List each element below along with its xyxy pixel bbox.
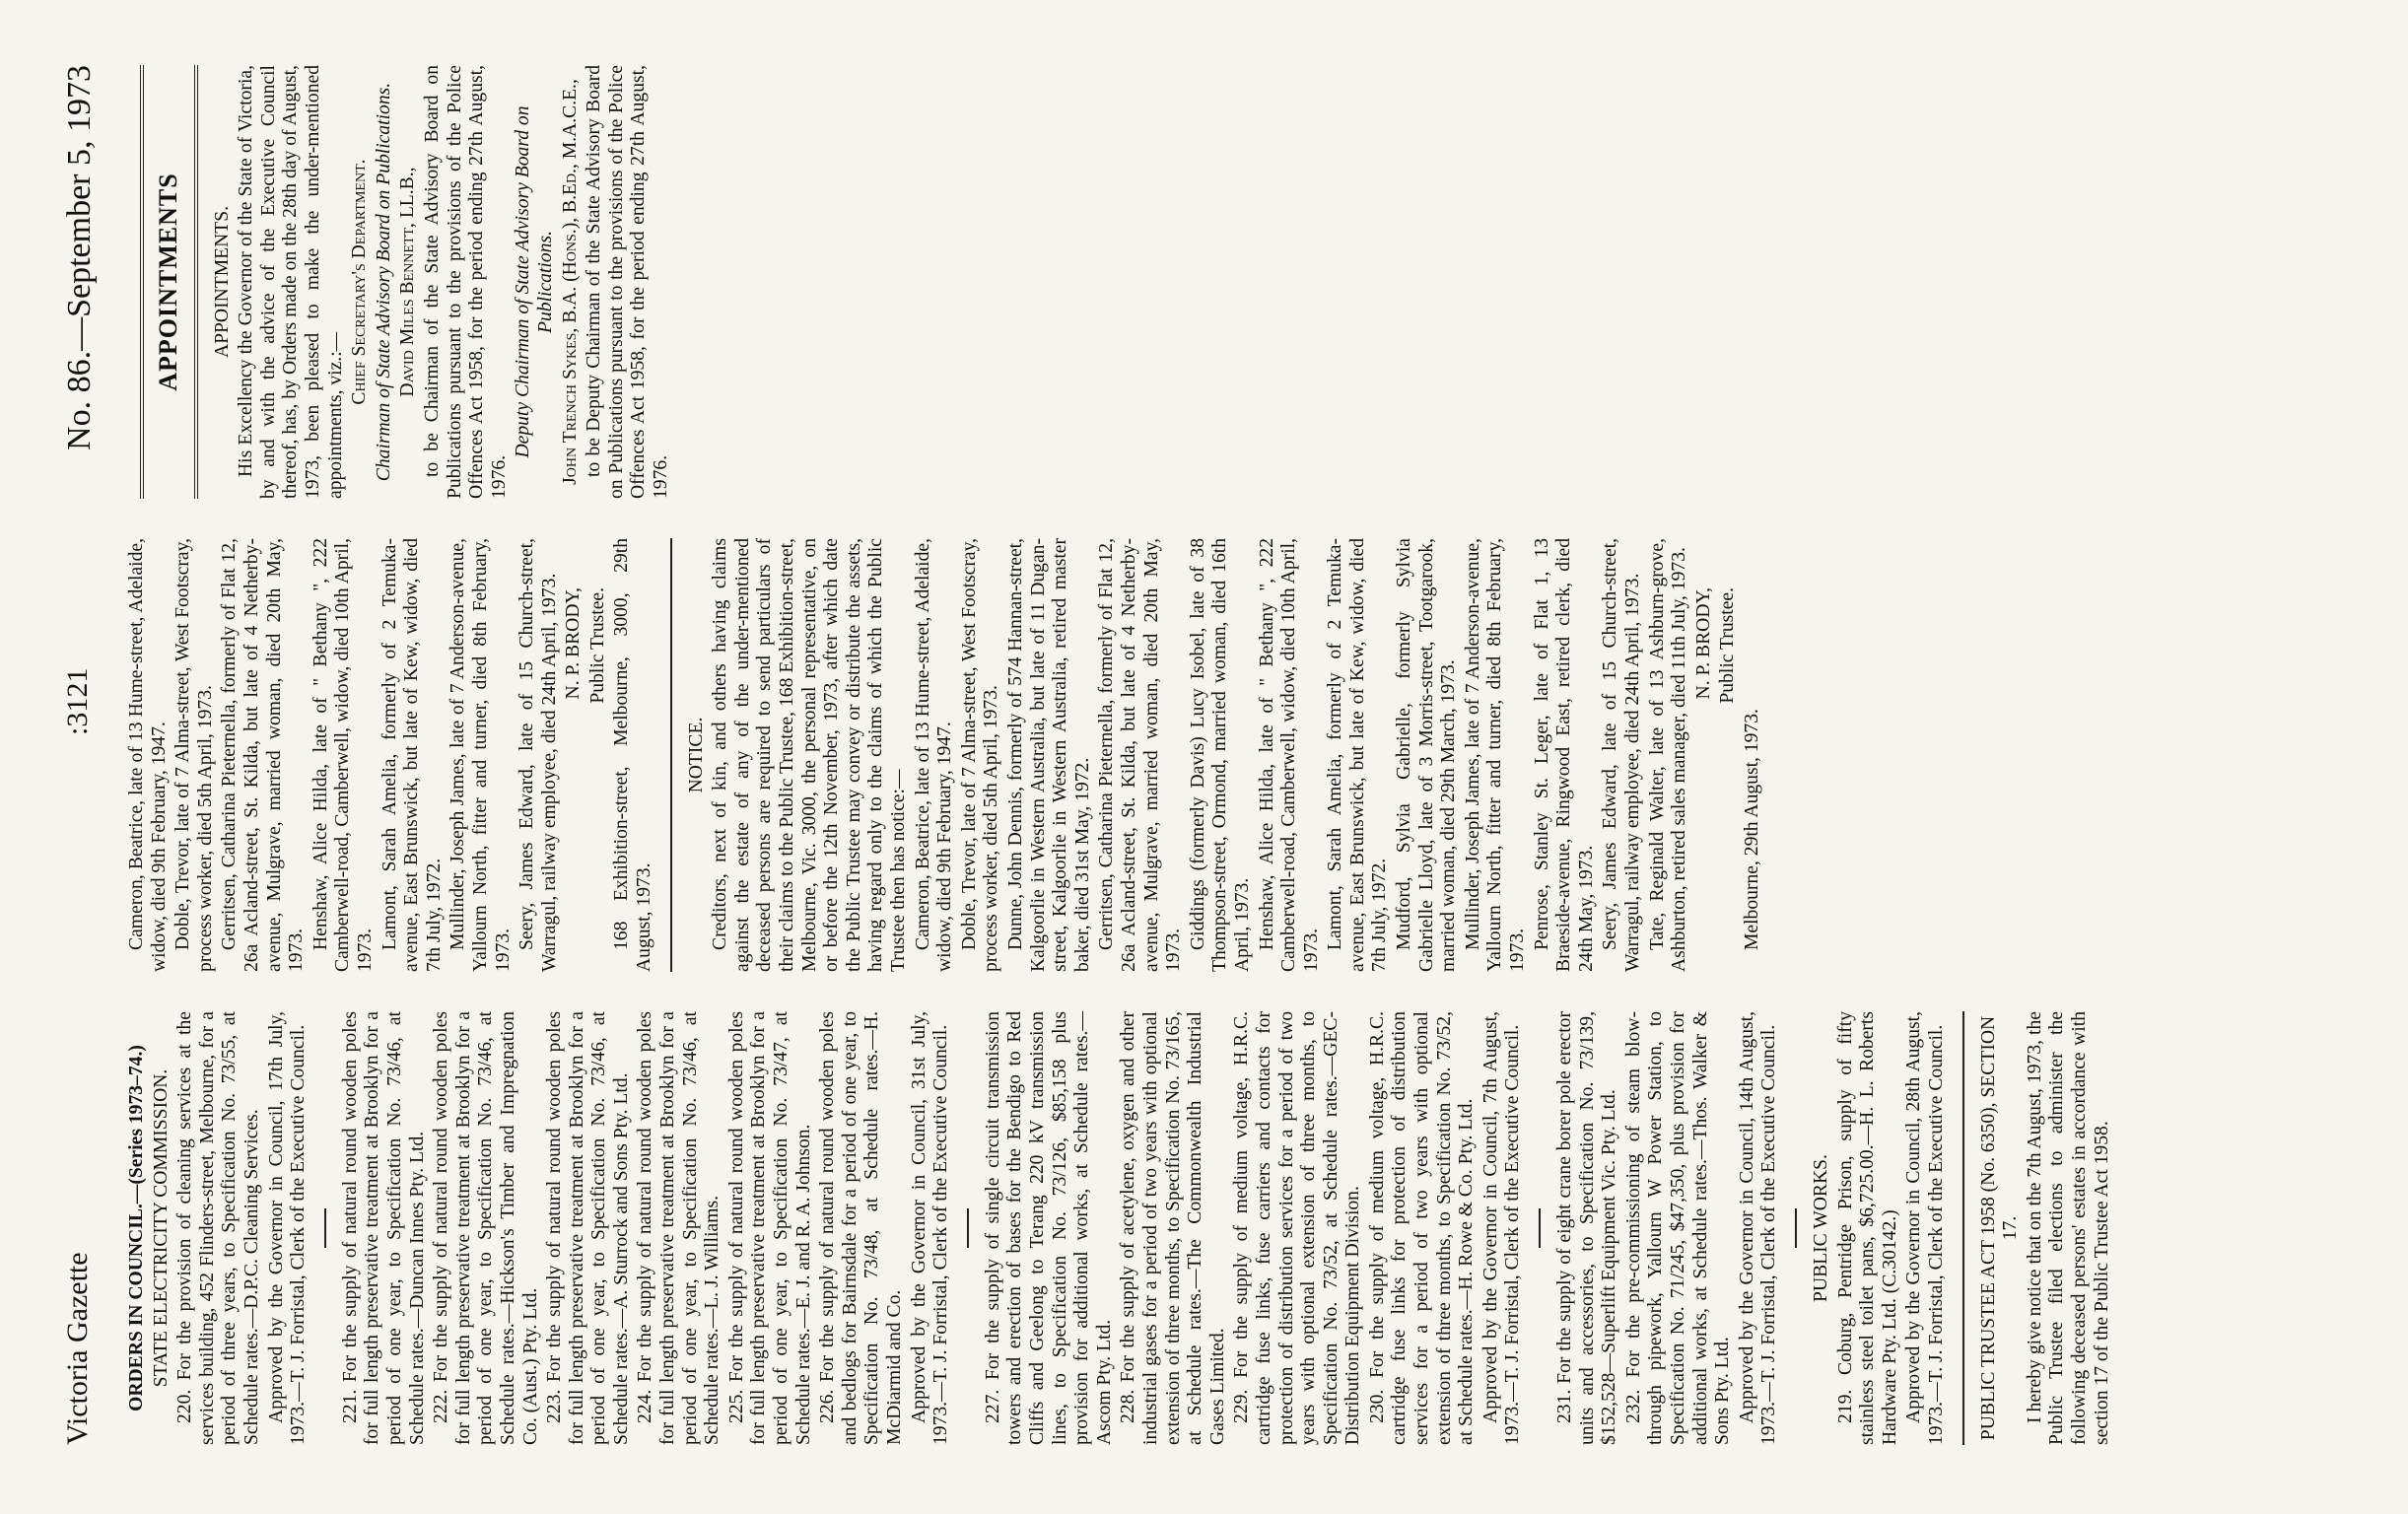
public-trustee-text: I hereby give notice that on the 7th August, 1973, the Public Trustee filed elections to administer the following deceased persons' estates in accordance with section 17 of the Public Trustee Act 1958.	[2024, 1011, 2112, 1445]
page-header	[61, 65, 101, 1445]
order-221: 221. For the supply of natural round wooden poles for full length preservative treatment at Brooklyn for a period of one year, to Specification No. 73/46, at Schedule rates.—Duncan Innes Pty. Ltd.	[339, 1011, 428, 1445]
divider	[670, 538, 672, 972]
section-rule	[194, 65, 198, 499]
estate-entry: Cameron, Beatrice, late of 13 Hume-street, Adelaide, widow, died 9th February, 1947.	[126, 538, 170, 972]
notice-entry: Mudford, Sylvia Gabrielle, formerly Sylvia Gabrielle Lloyd, late of 3 Morris-street, Tootgarook, married woman, died 29th March, 1973.	[1394, 538, 1460, 972]
public-works-heading: PUBLIC WORKS.	[1810, 1154, 1831, 1302]
order-219: 219. Coburg, Pentridge Prison, supply of fifty stainless steel toilet pans, $6,725.00.—H. L. Roberts Hardware Pty. Ltd. (C.30142.)	[1834, 1011, 1900, 1445]
notice-entry: Tate, Reginald Walter, late of 13 Ashburn-grove, Ashburton, retired sales manager, died 11th July, 1973.	[1646, 538, 1690, 972]
notice-entry: Seery, James Edward, late of 15 Church-street, Warragul, railway employee, died 24th April, 1973.	[1600, 538, 1643, 972]
appointment-text: to be Deputy Chairman of the State Advisory Board on Publications pursuant to the provisions of the Police Offences Act 1958, for the period ending 27th August, 1976.	[584, 65, 671, 499]
order-225: 225. For the supply of natural round wooden poles for full length preservative treatment at Brooklyn for a period of one year, to Specification No. 73/47, at Schedule rates.—E. J. and R. A. Johnson.	[725, 1011, 814, 1445]
appointments-heading: APPOINTMENTS.	[211, 205, 233, 359]
notice-entry: Henshaw, Alice Hilda, late of " Bethany ", 222 Camberwell-road, Camberwell, widow, died 10th April, 1973.	[1256, 538, 1322, 972]
orders-heading: ORDERS IN COUNCIL.—(Series 1973–74.)	[126, 1045, 147, 1411]
order-222: 222. For the supply of natural round wooden poles for full length preservative treatment at Brooklyn for a period of one year, to Specification No. 73/46, at Schedule rates.—Hickson's Timber and Impregnation Co. (Aust.) Pty. Ltd.	[431, 1011, 541, 1445]
notice-text: Creditors, next of kin, and others having claims against the estate of any of the under-mentioned deceased persons are required to send particulars of their claims to the Public Trustee, 168 Exhibition-street, Melbourne, Vic. 3000, the personal representative, on or before the 12th November, 1973, after which date the Public Trustee may convey or distribute the assets, having regard only to the claims of which the Public Trustee then has notice:—	[710, 538, 909, 972]
estate-entry: Doble, Trevor, late of 7 Alma-street, West Footscray, process worker, died 5th April, 1973.	[172, 538, 216, 972]
trustee-address: 168 Exhibition-street, Melbourne, 3000, 29th August, 1973.	[611, 538, 655, 972]
signature-name: N. P. BRODY,	[563, 587, 585, 700]
signature-title: Public Trustee.	[1717, 587, 1739, 704]
approval-2: Approved by the Governor in Council, 31st July, 1973.—T. J. Forristal, Clerk of the Executive Council.	[908, 1011, 952, 1445]
estate-entry: Seery, James Edward, late of 15 Church-street, Warragul, railway employee, died 24th April, 1973.	[516, 538, 560, 972]
order-229: 229. For the supply of medium voltage, H.R.C. cartridge fuse links, fuse carriers and contacts for protection of distribution services for a period of two years with optional extension of three months, to Specification No. 73/52, at Schedule rates.—GEC-Distribution Equipment Division.	[1231, 1011, 1364, 1445]
order-220: 220. For the provision of cleaning services at the services building, 452 Flinders-street, Melbourne, for a period of three years, to Specification No. 73/55, at Schedule rates.—D.P.C. Cleaning Services.	[174, 1011, 262, 1445]
appointee-name: John Trench Sykes, B.A. (Hons.), B.Ed., M.A.C.E.,	[559, 79, 581, 485]
notice-entry: Dunne, John Dennis, formerly of 574 Hannan-street, Kalgoorlie in Western Australia, but late of 11 Dugan-street, Kalgoorlie in Western Australia, retired master baker, died 31st May, 1972.	[1004, 538, 1093, 972]
divider	[967, 1208, 969, 1248]
appointee-name: David Miles Bennett, LL.B.,	[397, 167, 419, 397]
notice-entry: Doble, Trevor, late of 7 Alma-street, West Footscray, process worker, died 5th April, 1973.	[958, 538, 1002, 972]
issue-date: No. 86.—September 5, 1973	[61, 65, 98, 450]
approval-3: Approved by the Governor in Council, 7th August, 1973.—T. J. Forristal, Clerk of the Executive Council.	[1479, 1011, 1524, 1445]
appointment-text: to be Chairman of the State Advisory Board on Publications pursuant to the provisions of the Police Offences Act 1958, for the period ending 27th August, 1976.	[421, 65, 510, 499]
appointments-intro: His Excellency the Governor of the State of Victoria, by and with the advice of the Executive Council thereof, has, by Orders made on the 28th day of August, 1973, been pleased to make the under-mentioned appointments, viz.:—	[236, 65, 346, 499]
notice-entry: Giddings (formerly Davis) Lucy Isobel, late of 38 Thompson-street, Ormond, married woman, died 16th April, 1973.	[1187, 538, 1253, 972]
order-231: 231. For the supply of eight crane borer pole erector units and accessories, to Specification No. 73/139, $152,528—Superlift Equipment Vic. Pty. Ltd.	[1554, 1011, 1620, 1445]
estate-entry: Lamont, Sarah Amelia, formerly of 2 Temuka-avenue, East Brunswick, but late of Kew, widow, died 7th July, 1972.	[378, 538, 445, 972]
approval-5: Approved by the Governor in Council, 28th August, 1973.—T. J. Forristal, Clerk of the Executive Council.	[1903, 1011, 1947, 1445]
order-223: 223. For the supply of natural round wooden poles for full length preservative treatment at Brooklyn for a period of one year, to Specification No. 73/46, at Schedule rates.—A. Sturrock and Sons Pty. Ltd.	[544, 1011, 632, 1445]
notice-entry: Gerritsen, Catharina Pieternella, formerly of Flat 12, 26a Acland-street, St. Kilda, but late of 4 Netherby-avenue, Mulgrave, married woman, died 20th May, 1973.	[1096, 538, 1185, 972]
order-232: 232. For the pre-commissioning of steam blow-through pipework, Yallourn W Power Station, to Specification No. 71/245, $47,350, plus provision for additional works, at Schedule rates.—Thos. Walker & Sons Pty. Ltd.	[1622, 1011, 1734, 1445]
order-230: 230. For the supply of medium voltage, H.R.C. cartridge fuse links for protection of distribution services for a period of two years with optional extension of three months, to Specification No. 73/52, at Schedule rates.—H. Rowe & Co. Pty. Ltd.	[1366, 1011, 1478, 1445]
notice-entry: Mullinder, Joseph James, late of 7 Anderson-avenue, Yallourn North, fitter and turner, died 8th February, 1973.	[1462, 538, 1529, 972]
approval-1: Approved by the Governor in Council, 17th July, 1973.—T. J. Forristal, Clerk of the Executive Council.	[265, 1011, 310, 1445]
notice-dated: Melbourne, 29th August, 1973.	[1741, 709, 1762, 950]
section-rule	[140, 65, 144, 499]
approval-4: Approved by the Governor in Council, 14th August, 1973.—T. J. Forristal, Clerk of the Executive Council.	[1736, 1011, 1780, 1445]
signature-title: Public Trustee.	[586, 587, 608, 704]
divider	[324, 1208, 326, 1248]
sec-heading: STATE ELECTRICITY COMMISSION.	[150, 1068, 172, 1388]
signature-name: N. P. BRODY,	[1692, 587, 1714, 700]
gazette-title: Victoria Gazette	[61, 1252, 94, 1445]
public-trustee-heading: PUBLIC TRUSTEE ACT 1958 (No. 6350), SECTION 17.	[1977, 1015, 2022, 1441]
department-heading: Chief Secretary's Department.	[349, 159, 371, 405]
notice-entry: Lamont, Sarah Amelia, formerly of 2 Temuka-avenue, East Brunswick, but late of Kew, widow, died 7th July, 1972.	[1325, 538, 1391, 972]
estate-entry: Henshaw, Alice Hilda, late of " Bethany ", 222 Camberwell-road, Camberwell, widow, died 10th April, 1973.	[310, 538, 376, 972]
divider	[1962, 1011, 1964, 1445]
page-number: :3121	[61, 667, 94, 735]
appointments-banner: APPOINTMENTS	[154, 172, 182, 391]
estate-entry: Gerritsen, Catharina Pieternella, formerly of Flat 12, 26a Acland-street, St. Kilda, but late of 4 Netherby-avenue, Mulgrave, married woman, died 20th May, 1973.	[219, 538, 308, 972]
role-heading: Deputy Chairman of State Advisory Board on Publications.	[513, 105, 556, 458]
order-227: 227. For the supply of single circuit transmission towers and erection of bases for the Bendigo to Red Cliffs and Geelong to Terang 220 kV transmission lines, to Specification No. 73/126, $85,158 plus provision for additional works, at Schedule rates.—Ascom Pty. Ltd.	[982, 1011, 1115, 1445]
estate-entry: Mullinder, Joseph James, late of 7 Anderson-avenue, Yallourn North, fitter and turner, died 8th February, 1973.	[447, 538, 514, 972]
order-224: 224. For the supply of natural round wooden poles for full length preservative treatment at Brooklyn for a period of one year, to Specification No. 73/46, at Schedule rates.—L. J. Williams.	[635, 1011, 723, 1445]
divider	[1795, 1208, 1797, 1248]
column-orders-in-council	[126, 1011, 2115, 1445]
order-226: 226. For the supply of natural round wooden poles and bedlogs for Bairnsdale for a period of one year, to Specification No. 73/48, at Schedule rates.—H. McDiarmid and Co.	[817, 1011, 905, 1445]
order-228: 228. For the supply of acetylene, oxygen and other industrial gases for a period of two years with optional extension of three months, to Specification No. 73/165, at Schedule rates.—The Commonwealth Industrial Gases Limited.	[1118, 1011, 1228, 1445]
column-appointments	[126, 65, 674, 499]
notice-entry: Penrose, Stanley St. Leger, late of Flat 1, 13 Braeside-avenue, Ringwood East, retired clerk, died 24th May, 1973.	[1531, 538, 1597, 972]
notice-entry: Cameron, Beatrice, late of 13 Hume-street, Adelaide, widow, died 9th February, 1947.	[912, 538, 956, 972]
role-heading: Chairman of State Advisory Board on Publications.	[373, 82, 394, 482]
divider	[1539, 1208, 1541, 1248]
notice-heading: NOTICE.	[685, 717, 707, 793]
column-estates	[126, 538, 1766, 972]
